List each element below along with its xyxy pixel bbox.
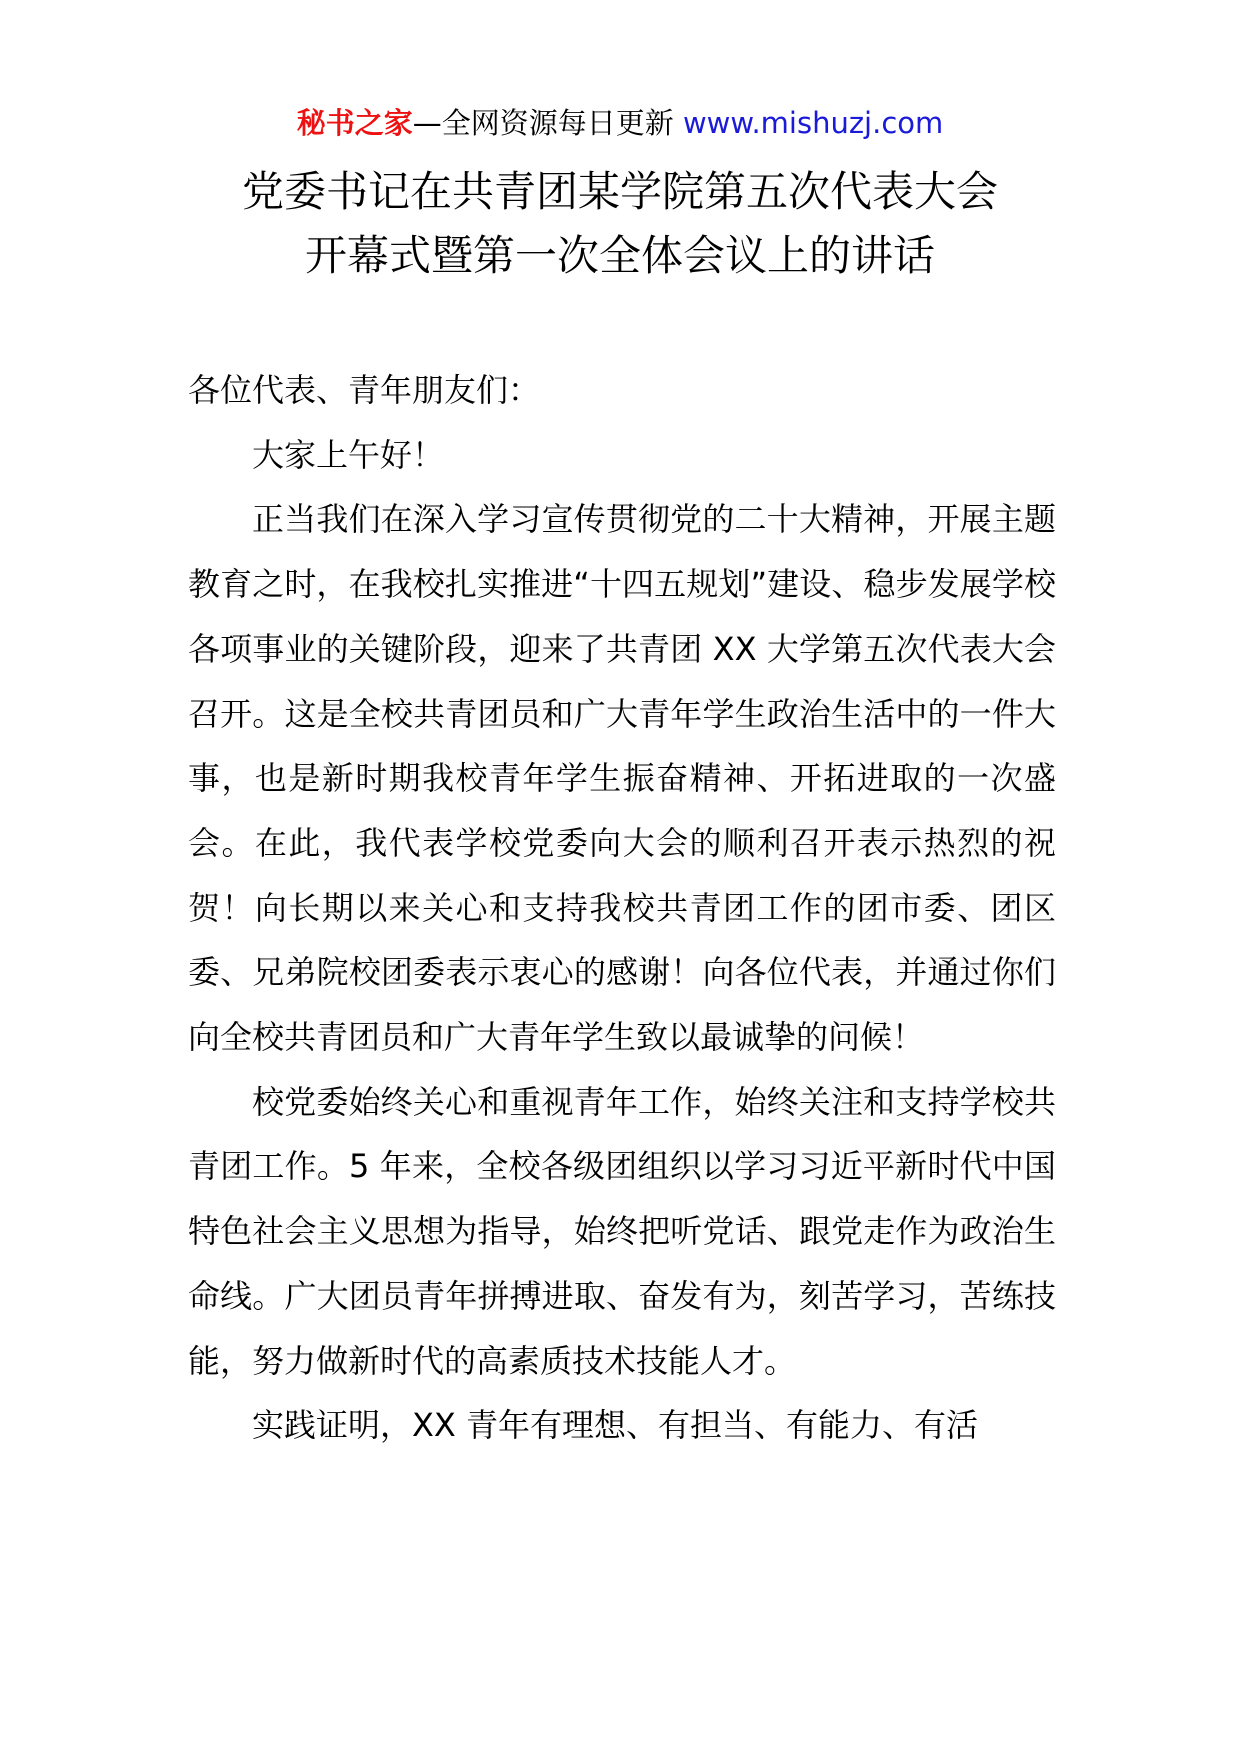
document-title-line-2: 开幕式暨第一次全体会议上的讲话 — [304, 231, 935, 280]
greeting: 大家上午好！ — [252, 435, 445, 474]
body-paragraph-1: 正当我们在深入学习宣传贯彻党的二十大精神，开展主题教育之时，在我校扎实推进“十四五规划”建设、稳步发展学校各项事业的关键阶段，迎来了共青团 XX 大学第五次代表大会召开。这是全校共青团员和广大青年学生政治生活中的一件大事，也是新时期我校青年学生振奋精神、开拓进取的一次盛会。在此，我代表学校党委向大会的顺利召开表示热烈的祝贺！向长期以来关心和支持我校共青团工作的团市委、团区委、兄弟院校团委表示衷心的感谢！向各位代表，并通过你们向全校共青团员和广大青年学生致以最诚挚的问候！ — [188, 500, 1056, 1057]
brand-name[interactable]: 秘书之家 — [296, 106, 413, 140]
site-header — [0, 103, 1240, 143]
body-paragraph-2: 校党委始终关心和重视青年工作，始终关注和支持学校共青团工作。5 年来，全校各级团组织以学习习近平新时代中国特色社会主义思想为指导，始终把听党话、跟党走作为政治生命线。广大团员青年拼搏进取、奋发有为，刻苦学习，苦练技能，努力做新时代的高素质技术技能人才。 — [188, 1082, 1056, 1380]
body-paragraph-3: 实践证明，XX 青年有理想、有担当、有能力、有活 — [252, 1406, 979, 1445]
site-url-link[interactable]: www.mishuzj.com — [682, 106, 944, 140]
document-body — [188, 358, 1056, 1458]
header-tagline: —全网资源每日更新 — [412, 106, 683, 140]
salutation: 各位代表、青年朋友们： — [188, 371, 541, 409]
document-title-line-1: 党委书记在共青团某学院第五次代表大会 — [241, 167, 998, 216]
